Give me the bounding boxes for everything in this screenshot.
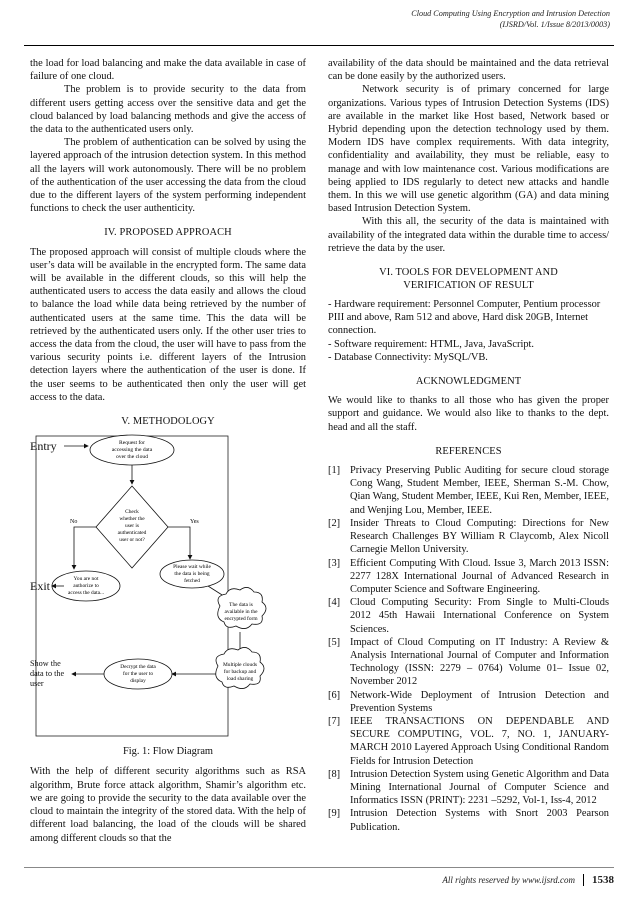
software-requirement: - Software requirement: HTML, Java, JavaScript. <box>328 338 535 350</box>
decrypt-text-1: Decrypt the data <box>120 664 156 671</box>
encrypted-text-1: The data is <box>229 602 253 609</box>
decision-text-4: authenticated <box>117 530 147 537</box>
show-label-3: user <box>30 679 44 689</box>
encrypted-text-2: available in the <box>224 609 258 616</box>
decision-text-3: user is <box>125 523 139 530</box>
reference-item <box>328 596 609 636</box>
reference-number: [6] <box>328 689 341 701</box>
show-label-1: Show the <box>30 659 61 669</box>
not-auth-text-3: access the data... <box>67 590 105 597</box>
reference-text: Efficient Computing With Cloud. Issue 3, March 2013 ISSN: 2277 128X International Journal of Advanced Research in Computer Science and Software Engineering. <box>350 557 609 595</box>
reference-number: [5] <box>328 636 341 648</box>
running-header <box>411 9 610 30</box>
request-text-3: over the cloud <box>116 454 148 461</box>
section-heading-tools-line-1: VI. TOOLS FOR DEVELOPMENT AND <box>379 267 558 279</box>
right-paragraph-2: Network security is of primary concerned for large organizations. Various types of Intrusion Detection Systems (IDS) are available in the market like Host based, Network based or Hybrid depending upon the detection technology used by them. Modern IDS have complex requirements. With data integrity, confidentiality and availability, they must be reliable, easy to manage and with low maintenance cost. Various modifications are being applied to IDS regularly to detect new attacks and handle them. In this we will use genetic algorithm (GA) and data mining based Intrusion Detection System. <box>328 84 609 215</box>
entry-label: Entry <box>30 439 57 454</box>
not-auth-text-2: authorize to <box>73 583 99 590</box>
decision-text-1: Check <box>125 509 139 516</box>
page-footer <box>442 874 614 886</box>
wait-text-3: fetched <box>184 578 200 585</box>
left-paragraph-5: With the help of different security algorithms such as RSA algorithm, Brute force attack algorithm, Shamir’s algorithm etc. we are going to provide the security to the data available over the cloud to maintain the integrity of the stored data. With the help of different load balancing, the load of the clouds will be shared among different clouds so that the <box>30 766 306 844</box>
reference-item <box>328 768 609 808</box>
yes-branch-arrow <box>168 527 190 559</box>
left-paragraph-2: The problem is to provide security to the data from different users getting access over the sensitive data and get the cloud balanced by load balancing methods and give the access of the data to the authenticated users only. <box>30 84 306 136</box>
show-label-2: data to the <box>30 669 65 679</box>
section-heading-proposed-approach: IV. PROPOSED APPROACH <box>104 227 232 239</box>
encrypted-text-3: encrypted form <box>224 616 258 623</box>
reference-item <box>328 464 609 517</box>
multiple-text-2: for backup and <box>223 669 257 676</box>
database-requirement: - Database Connectivity: MySQL/VB. <box>328 351 488 363</box>
references-heading: REFERENCES <box>435 445 502 457</box>
figure-caption: Fig. 1: Flow Diagram <box>122 746 214 758</box>
reference-item <box>328 715 609 768</box>
reference-item <box>328 689 609 715</box>
exit-label: Exit <box>30 579 50 594</box>
decision-text-5: user or not? <box>119 537 145 544</box>
reference-text: Intrusion Detection Systems with Snort 2003 Pearson Publication. <box>350 808 609 833</box>
encrypted-data-cloud <box>218 588 266 629</box>
right-paragraph-3: With this all, the security of the data is maintained with availability of the integrated data within the durable time to access/ retrieve the data by the user. <box>328 216 609 254</box>
multiple-clouds-node <box>216 648 264 689</box>
right-paragraph-1: availability of the data should be maintained and the data retrieval can be done easily by the authorized users. <box>328 58 609 83</box>
reference-item <box>328 807 609 833</box>
wait-text-1: Please wait while <box>173 564 211 571</box>
reference-number: [7] <box>328 715 341 727</box>
footer-rule <box>24 867 614 868</box>
reference-item <box>328 636 609 689</box>
right-column <box>328 57 609 834</box>
decision-text-2: whether the <box>119 516 145 523</box>
left-column <box>30 57 306 845</box>
not-auth-text-1: You are not <box>73 576 99 583</box>
reference-text: Intrusion Detection System using Genetic Algorithm and Data Mining International Journal of Computer Science and Informatics ISSN (PRINT): 2231 –5292, Vol-1, Iss-4, 2012 <box>350 768 609 807</box>
page-number: 1538 <box>583 874 614 886</box>
request-text-2: accessing the data <box>111 447 153 454</box>
reference-number: [1] <box>328 465 341 477</box>
reference-text: Network-Wide Deployment of Intrusion Detection and Prevention Systems <box>350 689 609 714</box>
reference-item <box>328 517 609 557</box>
section-heading-methodology: V. METHODOLOGY <box>121 416 215 428</box>
section-heading-tools <box>328 266 609 292</box>
section-heading-tools-line-2: VERIFICATION OF RESULT <box>403 280 534 292</box>
reference-text: Cloud Computing Security: From Single to Multi-Clouds 2012 45th Hawaii International Conference on System Sciences. <box>350 597 609 635</box>
decrypt-text-3: display <box>130 678 146 685</box>
flow-diagram <box>30 434 306 739</box>
acknowledgment-heading: ACKNOWLEDGMENT <box>415 376 522 388</box>
reference-text: Privacy Preserving Public Auditing for secure cloud storage Cong Wang, Student Member, IEEE, Sherman S.-M. Chow, Qian Wang, Student Member, IEEE, Kui Ren, Member, IEEE, and Wenjing Lou, Member, IEEE. <box>350 465 609 516</box>
left-paragraph-1: the load for load balancing and make the data available in case of failure of one cloud. <box>30 58 306 83</box>
acknowledgment-text: We would like to thanks to all those who has given the proper support and guidance. We would also like to thanks to the dept. head and all the staff. <box>328 395 609 433</box>
left-paragraph-3: The problem of authentication can be solved by using the layered approach of the intrusion detection system. In this method all the layers will work autonomously. There will be no problem of the authentication of the user accessing the data from the cloud due to the different layers of the system performing independent functions to check the user authenticity. <box>30 137 306 215</box>
reference-number: [9] <box>328 808 341 820</box>
left-paragraph-4: The proposed approach will consist of multiple clouds where the user’s data will be available in the encrypted form. The same data will be available in the different clouds, so this will help the authenticated users to access the data easily and allows the cloud to balance the load while data being retrieved by the number of authenticated users at the same time. This the data will be retrieved by the authenticated users only. If the other user tries to access the data from the cloud, the user will have to pass from the various security points i.e. different layers of the Intrusion detection layers where the authentication of the user is done. If the user seems to be authenticated then only the user will get access to the data. <box>30 246 306 403</box>
reference-list <box>328 464 609 834</box>
no-branch-arrow <box>74 527 96 569</box>
multiple-text-3: load sharing <box>226 676 254 683</box>
hardware-requirement: - Hardware requirement: Personnel Computer, Pentium processor PIII and above, Ram 512 and above, Hard disk 20GB, Internet connection. <box>328 299 601 337</box>
footer-rights: All rights reserved by www.ijsrd.com <box>442 875 575 885</box>
reference-number: [2] <box>328 517 341 529</box>
flow-diagram-svg <box>30 434 306 739</box>
reference-number: [4] <box>328 597 341 609</box>
decrypt-text-2: for the user to <box>122 671 154 678</box>
reference-text: IEEE TRANSACTIONS ON DEPENDABLE AND SECURE COMPUTING, VOL. 7, NO. 1, JANUARY-MARCH 2010 Layered Approach Using Conditional Random Fields for Intrusion Detection <box>350 715 609 767</box>
reference-number: [3] <box>328 557 341 569</box>
wait-text-2: the data is being <box>174 571 210 578</box>
reference-item <box>328 557 609 597</box>
reference-number: [8] <box>328 768 341 780</box>
header-issue-line: (IJSRD/Vol. 1/Issue 8/2013/0003) <box>499 19 610 29</box>
yes-label: Yes <box>190 519 199 526</box>
reference-text: Insider Threats to Cloud Computing: Directions for New Research Challenges BY William R Claycomb, Alex Nicoll Carnegie Mellon University. <box>350 517 609 556</box>
header-journal-line: Cloud Computing Using Encryption and Intrusion Detection <box>411 9 610 18</box>
no-label: No <box>70 519 78 526</box>
reference-text: Impact of Cloud Computing on IT Industry: A Review & Analysis International Journal of Computer and Information Technology (ISSN: 2279 – 0764) Volume 01– Issue 02, November 2012 <box>350 636 609 688</box>
request-text-1: Request for <box>119 440 145 447</box>
multiple-text-1: Multiple clouds <box>223 662 257 669</box>
header-rule <box>24 45 614 46</box>
